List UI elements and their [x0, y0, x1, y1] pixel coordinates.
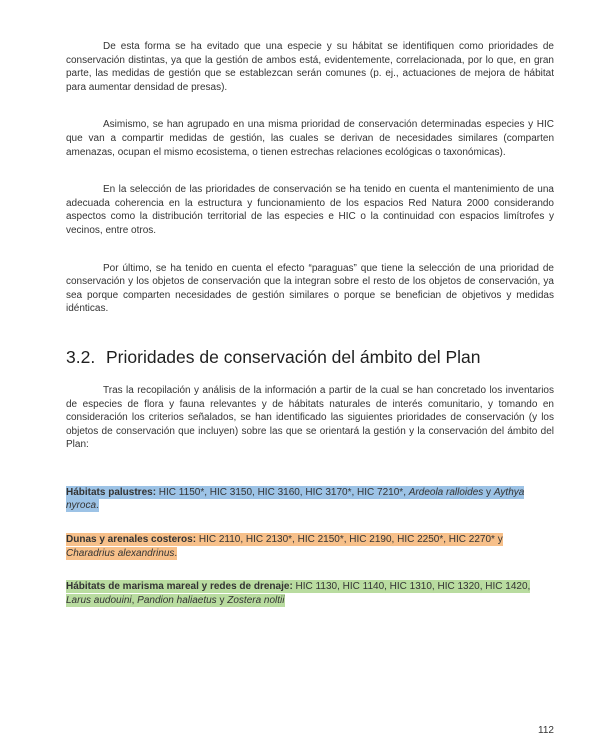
priority-item-marisma	[66, 580, 554, 607]
paragraph: Asimismo, se han agrupado en una misma prioridad de conservación determinadas especies y HIC que van a compartir medidas de gestión, las cuales se derivan de necesidades similares (comparten amenazas, ocupan el mismo ecosistema, o tienen estrechas relaciones ecológicas o taxonómicas).	[66, 119, 554, 158]
priority-species: Aythya nyroca	[66, 486, 525, 512]
priority-highlight	[66, 580, 530, 607]
priority-hic-list: HIC 2110, HIC 2130*, HIC 2150*, HIC 2190, HIC 2250*, HIC 2270* y	[196, 534, 503, 546]
priority-tail: .	[96, 500, 99, 512]
priority-separator: ,	[131, 594, 138, 606]
priority-tail: .	[174, 547, 178, 559]
priority-conjunction: y	[483, 486, 494, 498]
paragraph: De esta forma se ha evitado que una especie y su hábitat se identifiquen como prioridades de conservación distintas, ya que la gestión de ambos está, evidentemente, correlacionada, por lo que, en gran parte, las medidas de gestión que se establezcan serán comunes (p. ej., actuaciones de mejora de hábitat para aumentar densidad de presas).	[66, 41, 554, 93]
priority-species: Larus audouini	[66, 594, 132, 606]
priority-item-palustres	[66, 486, 554, 513]
priority-highlight	[66, 486, 524, 513]
priority-conjunction: y	[216, 594, 228, 606]
priority-title: Hábitats palustres:	[66, 486, 157, 498]
paragraph: Por último, se ha tenido en cuenta el efecto “paraguas” que tiene la selección de una prioridad de conservación y los objetos de conservación que la integran sobre el resto de los objetos de conservación, ya sea porque comparten necesidades de gestión similares o porque se benefician de objetivos y medidas idénticas.	[66, 262, 554, 315]
priority-species: Charadrius alexandrinus	[66, 547, 175, 559]
priority-species: Ardeola ralloides	[408, 486, 484, 498]
section-number: 3.2.	[66, 346, 96, 367]
priority-species: Pandion haliaetus	[137, 594, 217, 606]
page-number: 112	[538, 725, 554, 736]
priority-species: Zostera noltii	[227, 594, 285, 606]
section-heading	[66, 346, 554, 368]
priority-hic-list: HIC 1150*, HIC 3150, HIC 3160, HIC 3170*, HIC 7210*,	[156, 486, 409, 498]
priority-hic-list: HIC 1130, HIC 1140, HIC 1310, HIC 1320, HIC 1420,	[292, 581, 531, 593]
priority-item-dunas	[66, 533, 554, 560]
page-content	[66, 40, 554, 627]
section-intro: Tras la recopilación y análisis de la información a partir de la cual se han concretado los inventarios de especies de flora y fauna relevantes y de hábitats naturales de interés comunitario, y tomando en consideración los criterios señalados, se han identificado las siguientes prioridades de conservación (y los objetos de conservación que incluyen) sobre las que se orientará la gestión y la conservación del ámbito del Plan:	[66, 384, 554, 451]
priority-title: Hábitats de marisma mareal y redes de drenaje:	[66, 581, 293, 593]
section-title: Prioridades de conservación del ámbito del Plan	[106, 346, 481, 367]
priority-highlight	[66, 533, 503, 560]
paragraph: En la selección de las prioridades de conservación se ha tenido en cuenta el mantenimiento de una adecuada coherencia en la estructura y funcionamiento de los espacios Red Natura 2000 considerando aspectos como la distribución territorial de las especies e HIC o la continuidad con espacios limítrofes y vecinos, entre otros.	[66, 184, 554, 236]
priority-title: Dunas y arenales costeros:	[66, 534, 197, 546]
